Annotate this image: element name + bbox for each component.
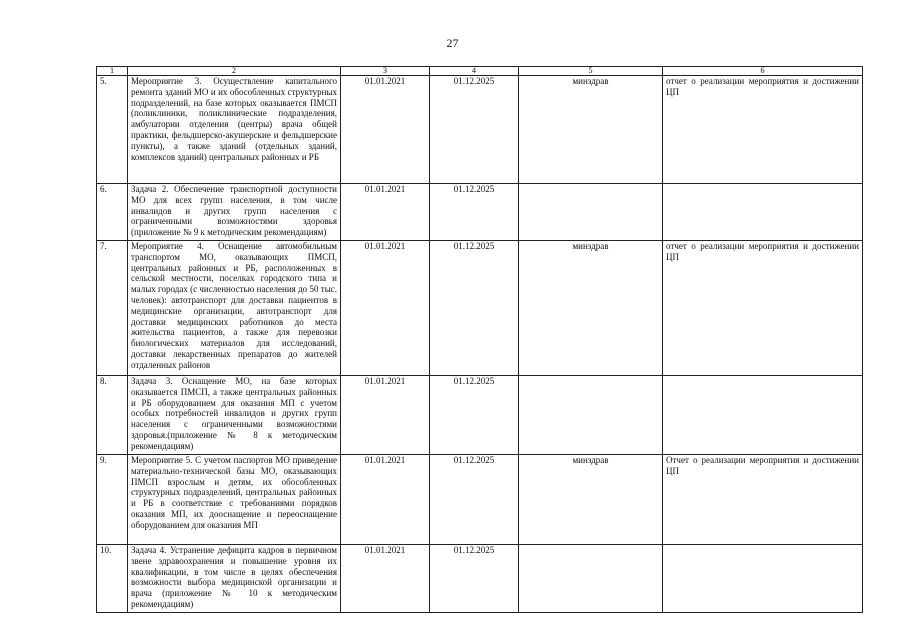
header-cell-3: 3 <box>341 67 430 76</box>
row-number: 8. <box>97 376 128 455</box>
row-number: 9. <box>97 455 128 545</box>
row-executor: минздрав <box>519 241 663 376</box>
header-cell-2: 2 <box>128 67 341 76</box>
row-result: Отчет о реализации мероприятия и достижении ЦП <box>663 455 863 545</box>
row-result <box>663 545 863 613</box>
row-executor: минздрав <box>519 455 663 545</box>
row-start-date: 01.01.2021 <box>341 184 430 241</box>
row-result <box>663 184 863 241</box>
header-cell-4: 4 <box>430 67 519 76</box>
row-number: 7. <box>97 241 128 376</box>
measures-table <box>96 66 863 613</box>
header-row <box>97 67 863 76</box>
row-start-date: 01.01.2021 <box>341 376 430 455</box>
row-executor <box>519 376 663 455</box>
page-number: 27 <box>446 36 459 50</box>
row-executor <box>519 184 663 241</box>
table-row <box>97 76 863 184</box>
row-result: отчет о реализации мероприятия и достижении ЦП <box>663 76 863 184</box>
row-description: Мероприятие 3. Осуществление капитального ремонта зданий МО и их обособленных структурных подразделений, на базе которых оказывается ПМСП (поликлиники, поликлинические подразделения, амбулатории отделения (центры) врача общей практики, фельдшерско-акушерские и фельдшерские пункты), а также зданий (отдельных зданий, комплексов зданий) центральных районных и РБ <box>128 76 341 184</box>
table-row <box>97 241 863 376</box>
row-description: Задача 3. Оснащение МО, на базе которых оказывается ПМСП, а также центральных районных и РБ оборудованием для оказания МП с учетом особых потребностей инвалидов и других групп населения с ограниченными возможностями здоровья.(приложение № 8 к методическим рекомендациям) <box>128 376 341 455</box>
table-row <box>97 376 863 455</box>
row-start-date: 01.01.2021 <box>341 76 430 184</box>
table-row <box>97 184 863 241</box>
row-description: Мероприятие 4. Оснащение автомобильным транспортом МО, оказывающих ПМСП, центральных районных и РБ, расположенных в сельской местности, поселках городского типа и малых городах (с численностью населения до 50 тыс. человек): автотранспорт для доставки пациентов в медицинские организации, автотранспорт для доставки медицинских работников до места жительства пациентов, а также для перевозки биологических материалов для исследований, доставки лекарственных препаратов до жителей отдаленных районов <box>128 241 341 376</box>
row-description: Мероприятие 5. С учетом паспортов МО приведение материально-технической базы МО, оказывающих ПМСП взрослым и детям, их обособленных структурных подразделений, центральных районных и РБ в соответствие с требованиями порядков оказания МП, их дооснащение и переоснащение оборудованием для оказания МП <box>128 455 341 545</box>
header-cell-1: 1 <box>97 67 128 76</box>
row-end-date: 01.12.2025 <box>430 241 519 376</box>
row-result: отчет о реализации мероприятия и достижении ЦП <box>663 241 863 376</box>
table-row <box>97 455 863 545</box>
row-end-date: 01.12.2025 <box>430 76 519 184</box>
row-end-date: 01.12.2025 <box>430 184 519 241</box>
row-start-date: 01.01.2021 <box>341 545 430 613</box>
row-end-date: 01.12.2025 <box>430 455 519 545</box>
row-start-date: 01.01.2021 <box>341 455 430 545</box>
row-number: 5. <box>97 76 128 184</box>
row-start-date: 01.01.2021 <box>341 241 430 376</box>
row-result <box>663 376 863 455</box>
row-executor <box>519 545 663 613</box>
row-description: Задача 4. Устранение дефицита кадров в первичном звене здравоохранения и повышение уровня их квалификации, в том числе в целях обеспечения возможности выбора медицинской организации и врача (приложение № 10 к методическим рекомендациям) <box>128 545 341 613</box>
header-cell-6: 6 <box>663 67 863 76</box>
row-number: 10. <box>97 545 128 613</box>
row-number: 6. <box>97 184 128 241</box>
row-description: Задача 2. Обеспечение транспортной доступности МО для всех групп населения, в том числе инвалидов и других групп населения с ограниченными возможностями здоровья (приложение № 9 к методическим рекомендациям) <box>128 184 341 241</box>
row-end-date: 01.12.2025 <box>430 376 519 455</box>
row-end-date: 01.12.2025 <box>430 545 519 613</box>
row-executor: минздрав <box>519 76 663 184</box>
header-cell-5: 5 <box>519 67 663 76</box>
table-row <box>97 545 863 613</box>
